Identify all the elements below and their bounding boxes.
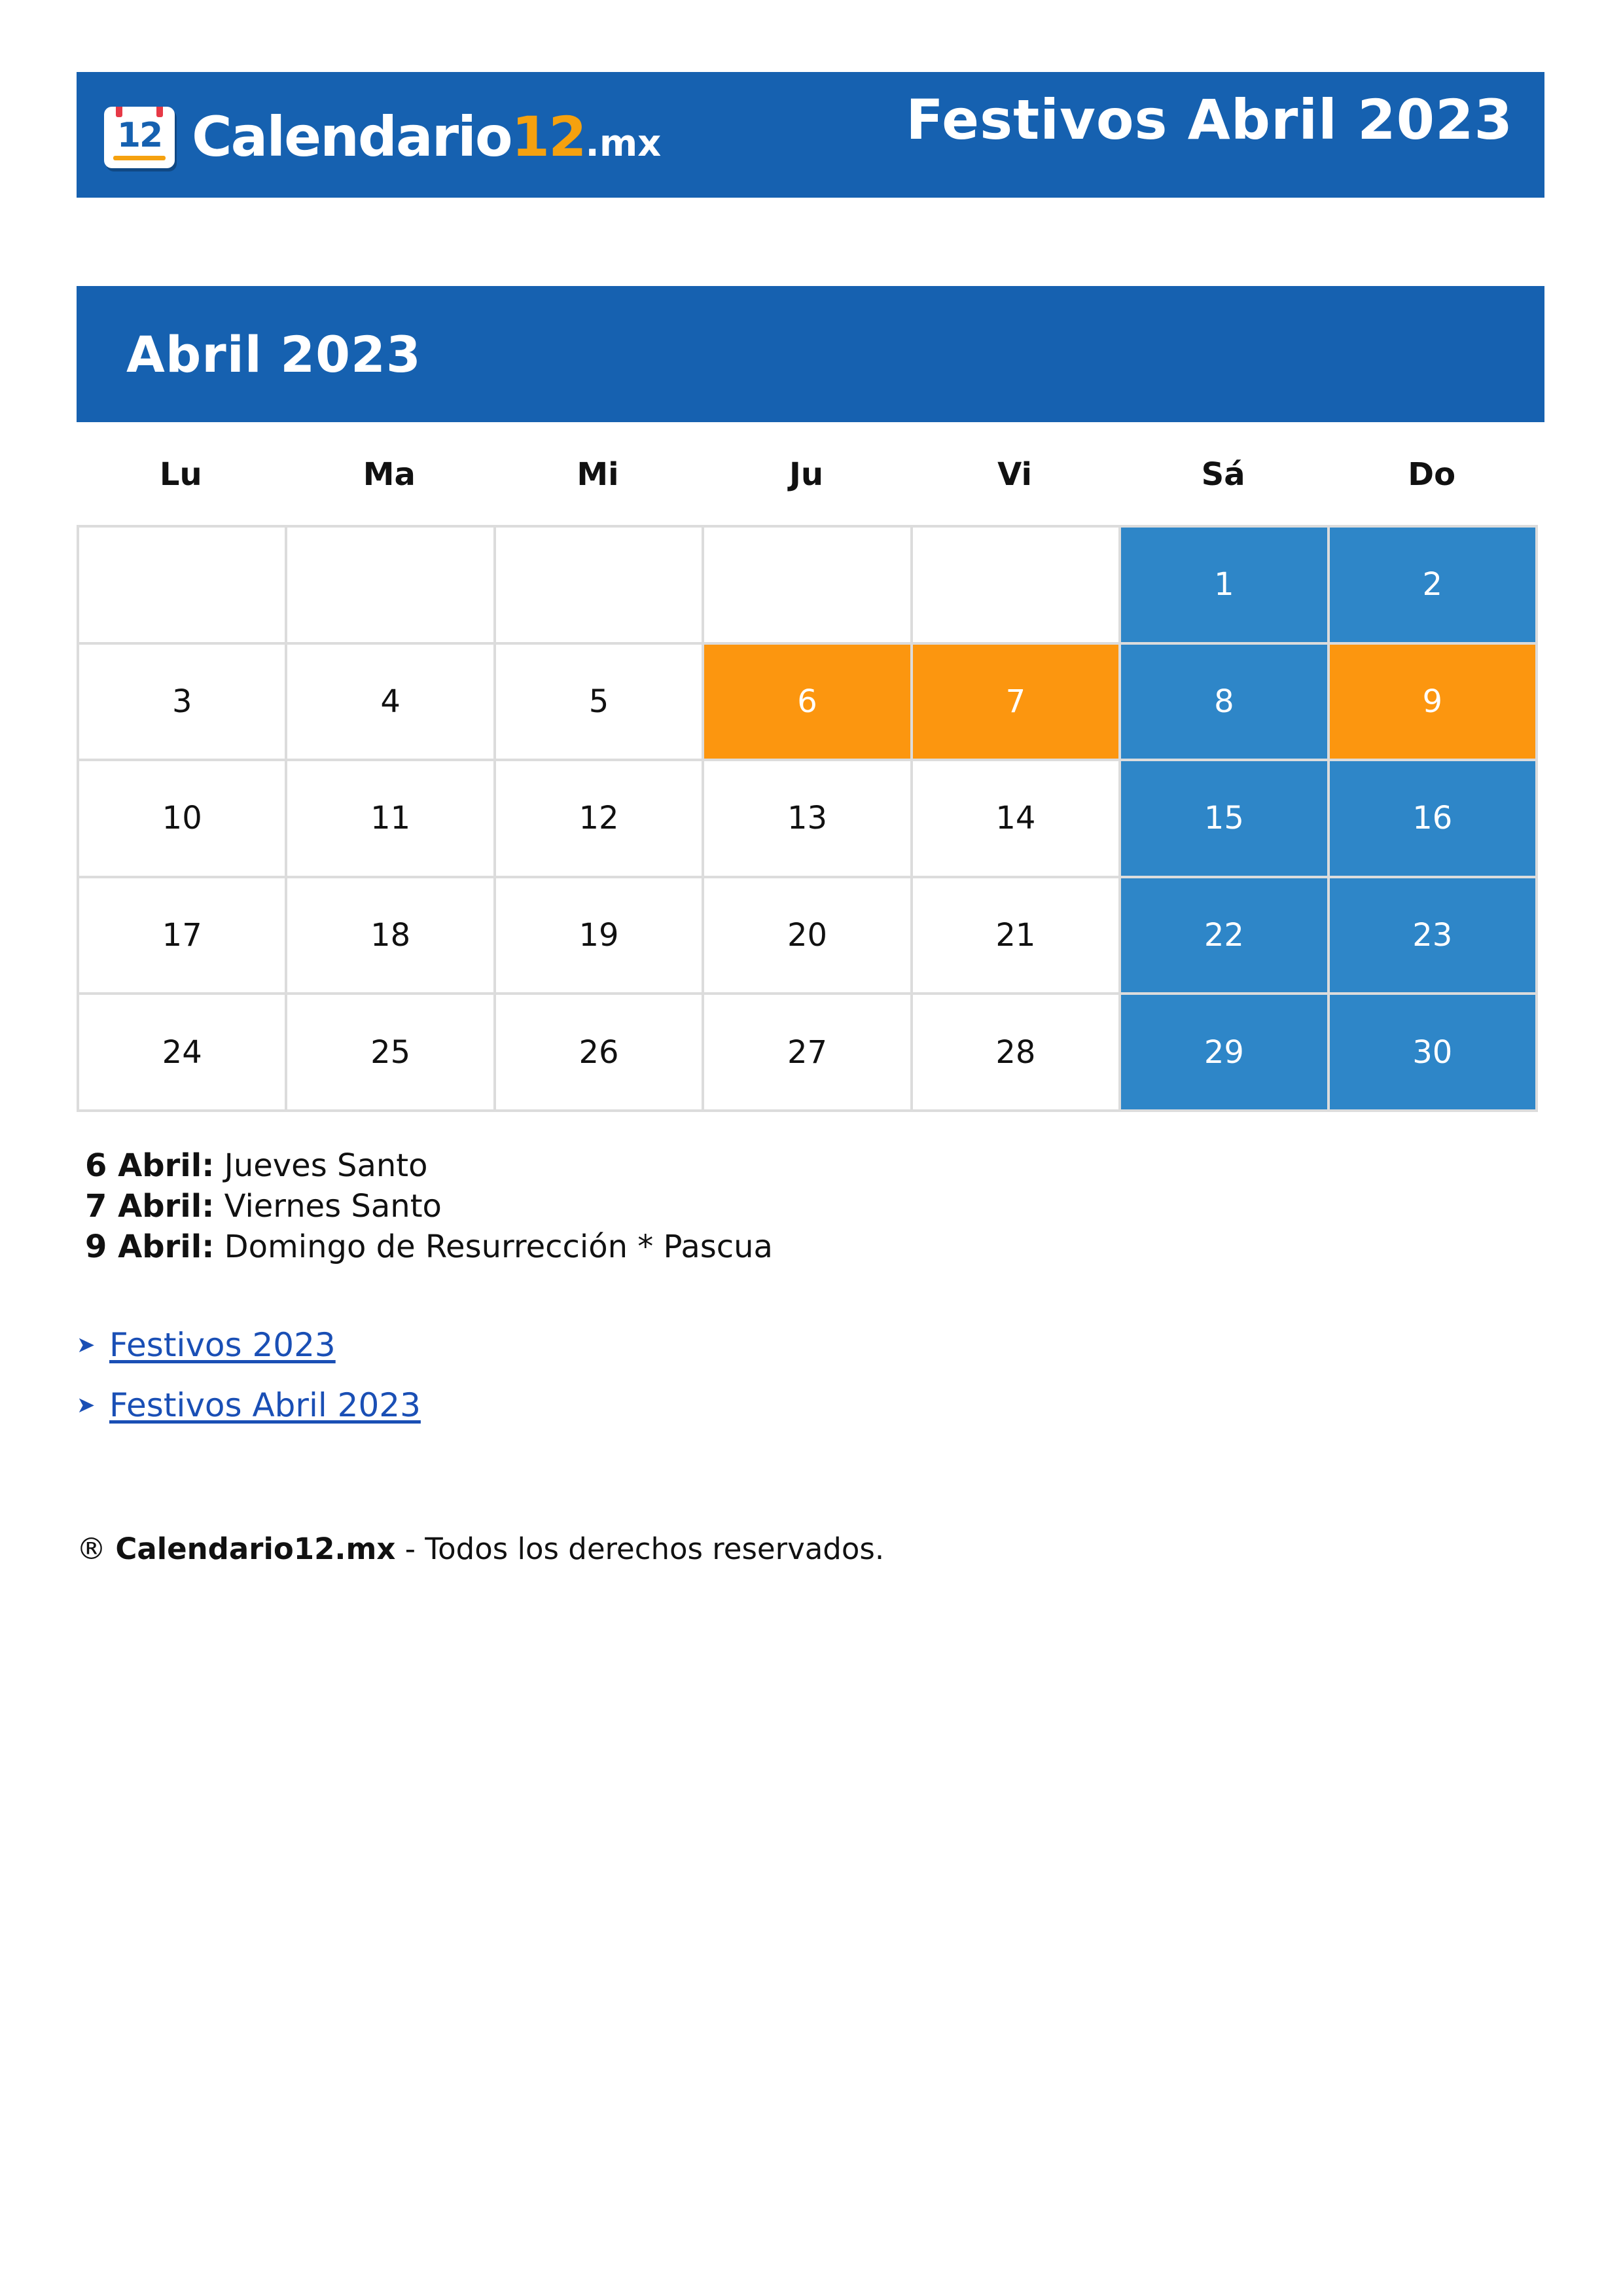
calendar-day-cell[interactable]: 5 <box>496 645 704 762</box>
weekday-header <box>77 445 1536 504</box>
link-row <box>77 1322 421 1368</box>
arrow-right-icon: ➤ <box>77 1332 96 1358</box>
calendar-day-cell[interactable]: 18 <box>287 878 495 996</box>
calendar-empty-cell <box>79 528 287 645</box>
calendar-day-cell[interactable]: 22 <box>1121 878 1329 996</box>
link-festivos-2023[interactable]: Festivos 2023 <box>109 1326 336 1364</box>
calendar-empty-cell <box>704 528 912 645</box>
holiday-date: 6 Abril: <box>85 1147 215 1184</box>
calendar-day-cell[interactable]: 15 <box>1121 761 1329 878</box>
calendar-day-cell[interactable]: 19 <box>496 878 704 996</box>
calendar-empty-cell <box>287 528 495 645</box>
logo-icon-bar <box>113 156 166 160</box>
holiday-name: Domingo de Resurrección * Pascua <box>224 1229 773 1265</box>
logo-icon-number: 12 <box>116 116 162 155</box>
calendar-day-cell[interactable]: 6 <box>704 645 912 762</box>
holiday-date: 7 Abril: <box>85 1188 215 1225</box>
calendar-day-cell[interactable]: 20 <box>704 878 912 996</box>
related-links <box>77 1322 421 1443</box>
footer-text: - Todos los derechos reservados. <box>395 1532 885 1566</box>
month-title: Abril 2023 <box>126 325 421 384</box>
calendar-day-cell[interactable]: 29 <box>1121 995 1329 1112</box>
logo-name-main: Calendario <box>192 105 512 169</box>
calendar-empty-cell <box>496 528 704 645</box>
holiday-name: Viernes Santo <box>224 1188 442 1225</box>
arrow-right-icon: ➤ <box>77 1392 96 1418</box>
weekday-label: Ju <box>789 456 823 493</box>
link-row <box>77 1382 421 1428</box>
weekday-label: Lu <box>159 456 202 493</box>
calendar-day-cell[interactable]: 30 <box>1330 995 1538 1112</box>
calendar-day-cell[interactable]: 2 <box>1330 528 1538 645</box>
calendar-day-cell[interactable]: 7 <box>913 645 1121 762</box>
weekday-label: Ma <box>363 456 416 493</box>
calendar-day-cell[interactable]: 10 <box>79 761 287 878</box>
calendar-day-cell[interactable]: 26 <box>496 995 704 1112</box>
calendar-day-cell[interactable]: 16 <box>1330 761 1538 878</box>
calendar-day-cell[interactable]: 21 <box>913 878 1121 996</box>
holiday-item <box>85 1186 773 1227</box>
logo-name-accent: 12 <box>511 105 586 169</box>
calendar-day-cell[interactable]: 11 <box>287 761 495 878</box>
calendar-empty-cell <box>913 528 1121 645</box>
weekday-label: Mi <box>577 456 619 493</box>
holiday-item <box>85 1227 773 1267</box>
footer <box>77 1532 884 1566</box>
calendar-day-cell[interactable]: 1 <box>1121 528 1329 645</box>
registered-symbol: ® <box>77 1532 106 1566</box>
calendar-logo-icon <box>104 107 175 168</box>
link-festivos-abril-2023[interactable]: Festivos Abril 2023 <box>109 1386 421 1424</box>
calendar-day-cell[interactable]: 27 <box>704 995 912 1112</box>
weekday-label: Sá <box>1201 456 1245 493</box>
holiday-date: 9 Abril: <box>85 1229 215 1265</box>
month-header <box>77 286 1544 422</box>
calendar-day-cell[interactable]: 8 <box>1121 645 1329 762</box>
calendar-day-cell[interactable]: 3 <box>79 645 287 762</box>
calendar-day-cell[interactable]: 25 <box>287 995 495 1112</box>
calendar-day-cell[interactable]: 4 <box>287 645 495 762</box>
calendar-day-cell[interactable]: 24 <box>79 995 287 1112</box>
calendar-day-cell[interactable]: 9 <box>1330 645 1538 762</box>
calendar-grid <box>77 525 1538 1112</box>
calendar-day-cell[interactable]: 12 <box>496 761 704 878</box>
top-banner <box>77 72 1544 198</box>
banner-title: Festivos Abril 2023 <box>906 88 1513 152</box>
site-logo[interactable] <box>104 72 661 198</box>
holiday-name: Jueves Santo <box>224 1147 428 1184</box>
holiday-list <box>85 1145 773 1267</box>
calendar-day-cell[interactable]: 14 <box>913 761 1121 878</box>
calendar-day-cell[interactable]: 17 <box>79 878 287 996</box>
calendar-day-cell[interactable]: 28 <box>913 995 1121 1112</box>
logo-name-tld: .mx <box>585 122 662 165</box>
weekday-label: Vi <box>997 456 1032 493</box>
holiday-item <box>85 1145 773 1186</box>
calendar-day-cell[interactable]: 23 <box>1330 878 1538 996</box>
logo-wordmark <box>192 105 661 169</box>
footer-brand: Calendario12.mx <box>115 1532 396 1566</box>
calendar-day-cell[interactable]: 13 <box>704 761 912 878</box>
weekday-label: Do <box>1408 456 1456 493</box>
